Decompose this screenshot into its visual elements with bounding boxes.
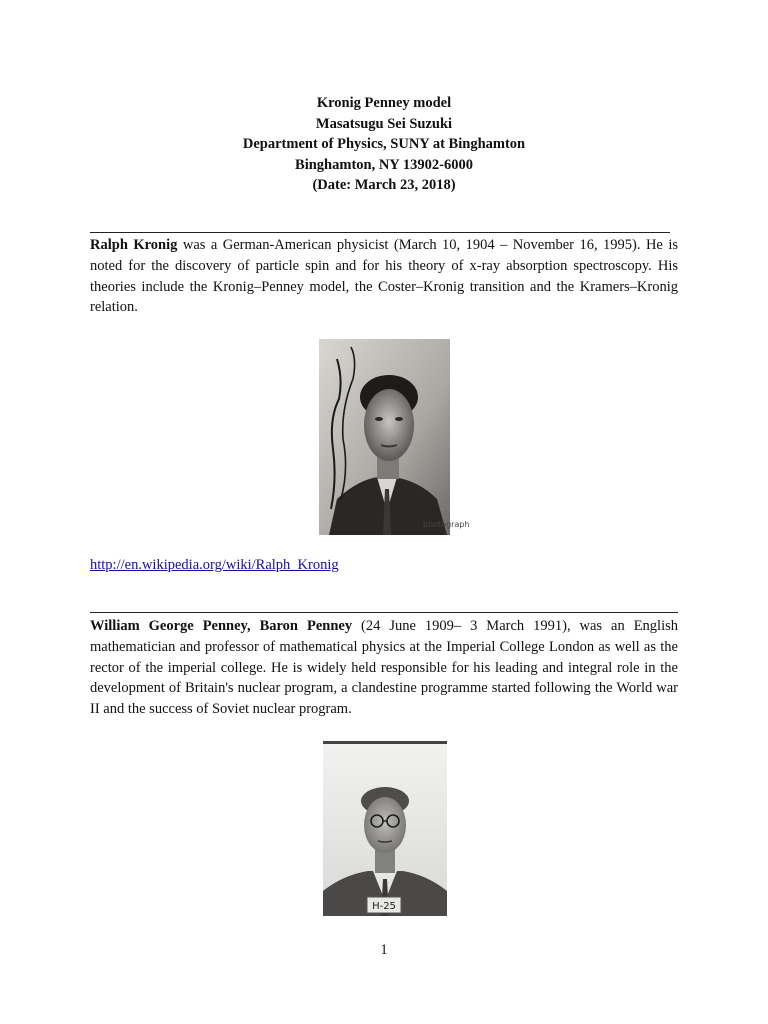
kronig-paragraph xyxy=(90,235,678,318)
section-divider xyxy=(90,612,678,613)
department: Department of Physics, SUNY at Binghamton xyxy=(242,136,526,152)
penney-photo xyxy=(323,741,447,916)
kronig-name: Ralph Kronig xyxy=(90,237,178,253)
penney-bio: (24 June 1909– 3 March 1991), was an English mathematician and professor of mathematical physics at the Imperial College London as well as the rector of the imperial college. He is widely held responsible for his leading and integral role in the development of Britain's nuclear program, a clandestine programme started following the World war II and the success of Soviet nuclear program. xyxy=(90,618,679,718)
document-date: (Date: March 23, 2018) xyxy=(312,177,456,193)
photo-stamp: photograph xyxy=(423,520,470,529)
title-block xyxy=(0,93,768,196)
penney-paragraph xyxy=(90,616,678,720)
kronig-wikipedia-link[interactable]: http://en.wikipedia.org/wiki/Ralph_Kronig xyxy=(90,557,339,573)
author-name: Masatsugu Sei Suzuki xyxy=(315,115,453,132)
badge-number: H-25 xyxy=(372,901,396,912)
page-number: 1 xyxy=(380,942,388,958)
kronig-bio: was a German-American physicist (March 10, 1904 – November 16, 1995). He is noted for the discovery of particle spin and for his theory of x-ray absorption spectroscopy. His theories include the Kronig–Penney model, the Coster–Kronig transition and the Kramers–Kronig relation. xyxy=(90,237,678,316)
document-title: Kronig Penney model xyxy=(316,95,452,111)
section-divider xyxy=(90,232,670,233)
penney-name: William George Penney, Baron Penney xyxy=(90,618,353,634)
kronig-photo xyxy=(319,339,470,535)
address: Binghamton, NY 13902-6000 xyxy=(295,156,473,173)
